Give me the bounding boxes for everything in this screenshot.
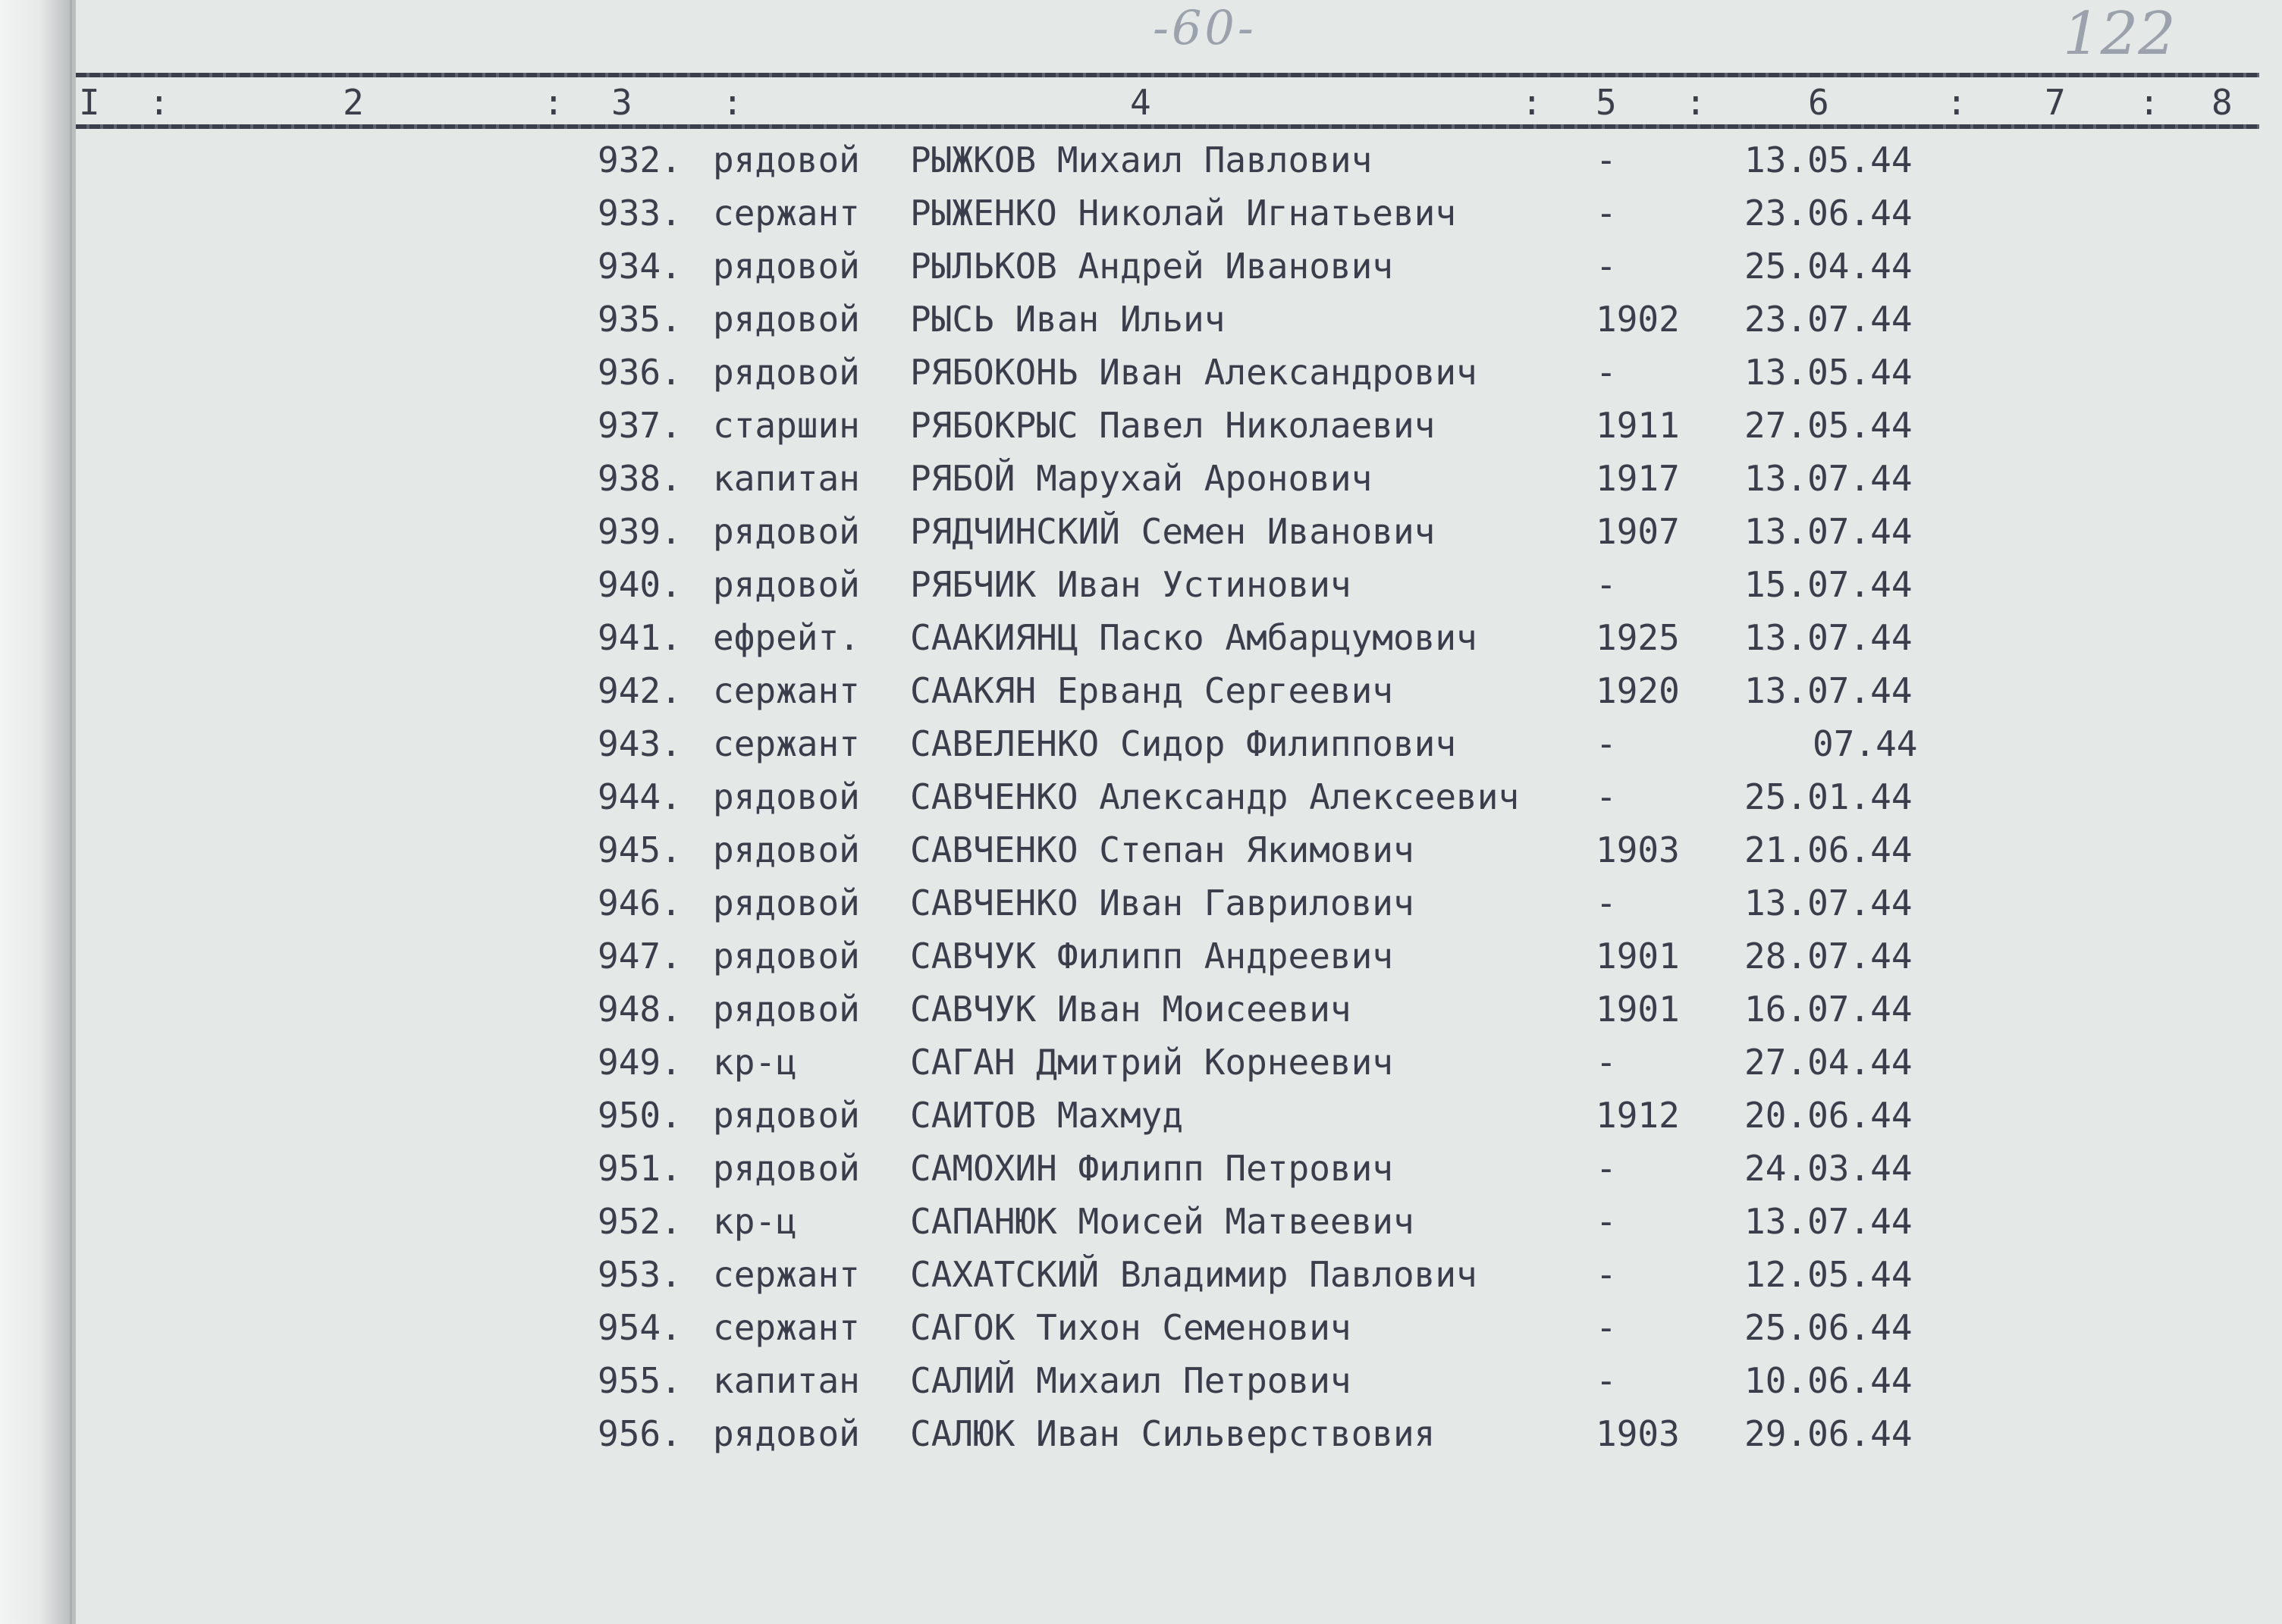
- record-number: 943.: [598, 723, 682, 764]
- record-name: САВЧУК Филипп Андреевич: [910, 936, 1393, 977]
- record-name: РЫЖЕНКО Николай Игнатьевич: [910, 193, 1457, 234]
- record-number: 946.: [598, 883, 682, 923]
- record-date: 16.07.44: [1744, 989, 1913, 1030]
- record-row: [0, 1201, 2282, 1248]
- col-header-sep: :: [149, 82, 170, 123]
- record-number: 953.: [598, 1254, 682, 1295]
- record-rank: рядовой: [713, 352, 860, 393]
- record-row: [0, 936, 2282, 983]
- record-rank: сержант: [713, 670, 860, 711]
- record-row: [0, 1042, 2282, 1089]
- record-number: 941.: [598, 617, 682, 658]
- record-date: 25.06.44: [1744, 1307, 1913, 1348]
- col-header-sep: :: [1685, 82, 1706, 123]
- record-name: САЛИЙ Михаил Петрович: [910, 1360, 1351, 1401]
- record-date: 13.07.44: [1744, 883, 1913, 923]
- record-row: [0, 299, 2282, 346]
- record-row: [0, 246, 2282, 293]
- record-date: 13.07.44: [1744, 617, 1913, 658]
- record-name: САВЧЕНКО Иван Гаврилович: [910, 883, 1414, 923]
- record-birth-year: 1917: [1596, 458, 1680, 499]
- record-rank: сержант: [713, 1307, 860, 1348]
- record-number: 936.: [598, 352, 682, 393]
- record-rank: рядовой: [713, 1413, 860, 1454]
- record-row: [0, 989, 2282, 1036]
- col-header-sep: :: [722, 82, 743, 123]
- record-birth-year: 1920: [1596, 670, 1680, 711]
- record-row: [0, 140, 2282, 187]
- col-header-7: 7: [2045, 82, 2066, 123]
- col-header-3: 3: [611, 82, 632, 123]
- record-birth-year: 1901: [1596, 936, 1680, 977]
- record-date: 13.07.44: [1744, 458, 1913, 499]
- record-name: САИТОВ Махмуд: [910, 1095, 1184, 1136]
- record-rank: сержант: [713, 1254, 860, 1295]
- record-birth-year: 1902: [1596, 299, 1680, 340]
- record-date: 20.06.44: [1744, 1095, 1913, 1136]
- record-rank: старшин: [713, 405, 860, 446]
- col-header-8: 8: [2211, 82, 2233, 123]
- record-rank: кр-ц: [713, 1201, 797, 1242]
- record-number: 949.: [598, 1042, 682, 1083]
- record-date: 27.05.44: [1744, 405, 1913, 446]
- record-number: 955.: [598, 1360, 682, 1401]
- record-birth-year: 1903: [1596, 1413, 1680, 1454]
- record-birth-year: -: [1596, 1254, 1617, 1295]
- record-number: 935.: [598, 299, 682, 340]
- record-date: 28.07.44: [1744, 936, 1913, 977]
- record-number: 950.: [598, 1095, 682, 1136]
- record-number: 939.: [598, 511, 682, 552]
- record-number: 945.: [598, 829, 682, 870]
- record-birth-year: -: [1596, 1201, 1617, 1242]
- record-date: 25.04.44: [1744, 246, 1913, 287]
- record-row: [0, 564, 2282, 611]
- record-row: [0, 776, 2282, 823]
- record-rank: ефрейт.: [713, 617, 860, 658]
- record-birth-year: -: [1596, 246, 1617, 287]
- record-number: 944.: [598, 776, 682, 817]
- record-row: [0, 511, 2282, 558]
- record-rank: рядовой: [713, 511, 860, 552]
- record-name: СААКЯН Ерванд Сергеевич: [910, 670, 1393, 711]
- record-rank: рядовой: [713, 246, 860, 287]
- col-header-1: I: [79, 82, 100, 123]
- record-row: [0, 352, 2282, 399]
- record-name: САВЕЛЕНКО Сидор Филиппович: [910, 723, 1457, 764]
- record-rank: рядовой: [713, 776, 860, 817]
- record-rank: кр-ц: [713, 1042, 797, 1083]
- record-rank: рядовой: [713, 1148, 860, 1189]
- record-birth-year: 1911: [1596, 405, 1680, 446]
- record-name: РЫСЬ Иван Ильич: [910, 299, 1226, 340]
- record-rank: рядовой: [713, 140, 860, 180]
- record-number: 938.: [598, 458, 682, 499]
- record-row: [0, 829, 2282, 876]
- record-birth-year: 1901: [1596, 989, 1680, 1030]
- record-name: САВЧЕНКО Степан Якимович: [910, 829, 1414, 870]
- record-birth-year: 1907: [1596, 511, 1680, 552]
- record-row: [0, 193, 2282, 240]
- record-date: 21.06.44: [1744, 829, 1913, 870]
- record-row: [0, 405, 2282, 452]
- record-birth-year: 1903: [1596, 829, 1680, 870]
- record-name: САВЧУК Иван Моисеевич: [910, 989, 1351, 1030]
- record-number: 932.: [598, 140, 682, 180]
- record-name: РЫЖКОВ Михаил Павлович: [910, 140, 1373, 180]
- record-birth-year: -: [1596, 776, 1617, 817]
- record-name: РЯДЧИНСКИЙ Семен Иванович: [910, 511, 1436, 552]
- record-date: 23.06.44: [1744, 193, 1913, 234]
- record-date: 13.07.44: [1744, 670, 1913, 711]
- record-birth-year: -: [1596, 140, 1617, 180]
- record-rank: рядовой: [713, 989, 860, 1030]
- col-header-6: 6: [1808, 82, 1829, 123]
- record-name: САПАНЮК Моисей Матвеевич: [910, 1201, 1414, 1242]
- record-number: 952.: [598, 1201, 682, 1242]
- record-row: [0, 1360, 2282, 1407]
- col-header-4: 4: [1130, 82, 1151, 123]
- col-header-2: 2: [343, 82, 364, 123]
- record-name: СААКИЯНЦ Паско Амбарцумович: [910, 617, 1477, 658]
- record-number: 948.: [598, 989, 682, 1030]
- record-number: 940.: [598, 564, 682, 605]
- col-header-5: 5: [1596, 82, 1617, 123]
- record-rank: капитан: [713, 1360, 860, 1401]
- record-birth-year: -: [1596, 352, 1617, 393]
- col-header-sep: :: [2139, 82, 2160, 123]
- record-number: 942.: [598, 670, 682, 711]
- record-rank: рядовой: [713, 936, 860, 977]
- record-rank: сержант: [713, 723, 860, 764]
- record-row: [0, 1307, 2282, 1354]
- record-name: САМОХИН Филипп Петрович: [910, 1148, 1393, 1189]
- record-date: 10.06.44: [1744, 1360, 1913, 1401]
- record-rank: рядовой: [713, 883, 860, 923]
- record-name: РЯБОКРЫС Павел Николаевич: [910, 405, 1436, 446]
- record-number: 951.: [598, 1148, 682, 1189]
- record-date: 15.07.44: [1744, 564, 1913, 605]
- record-birth-year: 1912: [1596, 1095, 1680, 1136]
- record-birth-year: -: [1596, 1360, 1617, 1401]
- handwritten-page-number: -60-: [1153, 0, 1257, 55]
- col-header-sep: :: [1946, 82, 1967, 123]
- col-header-sep: :: [543, 82, 564, 123]
- record-name: САГАН Дмитрий Корнеевич: [910, 1042, 1393, 1083]
- record-name: РЯБОЙ Марухай Аронович: [910, 458, 1373, 499]
- record-number: 947.: [598, 936, 682, 977]
- record-birth-year: -: [1596, 1148, 1617, 1189]
- record-date: 13.05.44: [1744, 352, 1913, 393]
- record-name: РЯБОКОНЬ Иван Александрович: [910, 352, 1477, 393]
- record-number: 956.: [598, 1413, 682, 1454]
- record-number: 937.: [598, 405, 682, 446]
- record-name: РЫЛЬКОВ Андрей Иванович: [910, 246, 1393, 287]
- record-birth-year: -: [1596, 1307, 1617, 1348]
- record-date: 27.04.44: [1744, 1042, 1913, 1083]
- record-number: 934.: [598, 246, 682, 287]
- record-date: 25.01.44: [1744, 776, 1913, 817]
- record-row: [0, 723, 2282, 770]
- record-name: САГОК Тихон Семенович: [910, 1307, 1351, 1348]
- record-row: [0, 1148, 2282, 1195]
- record-row: [0, 883, 2282, 930]
- record-rank: рядовой: [713, 1095, 860, 1136]
- record-date: 12.05.44: [1744, 1254, 1913, 1295]
- record-row: [0, 1413, 2282, 1460]
- record-rank: рядовой: [713, 829, 860, 870]
- record-name: САВЧЕНКО Александр Алексеевич: [910, 776, 1520, 817]
- record-row: [0, 458, 2282, 505]
- record-date: 29.06.44: [1744, 1413, 1913, 1454]
- record-date: 07.44: [1813, 723, 1918, 764]
- record-rank: рядовой: [713, 564, 860, 605]
- record-row: [0, 1254, 2282, 1301]
- record-birth-year: -: [1596, 193, 1617, 234]
- record-row: [0, 1095, 2282, 1142]
- handwritten-sheet-number: 122: [2063, 0, 2176, 68]
- record-date: 13.05.44: [1744, 140, 1913, 180]
- record-name: РЯБЧИК Иван Устинович: [910, 564, 1351, 605]
- record-date: 13.07.44: [1744, 511, 1913, 552]
- record-birth-year: 1925: [1596, 617, 1680, 658]
- record-date: 23.07.44: [1744, 299, 1913, 340]
- record-date: 24.03.44: [1744, 1148, 1913, 1189]
- record-date: 13.07.44: [1744, 1201, 1913, 1242]
- record-number: 954.: [598, 1307, 682, 1348]
- record-name: САЛЮК Иван Сильверствовия: [910, 1413, 1436, 1454]
- record-birth-year: -: [1596, 883, 1617, 923]
- record-rank: сержант: [713, 193, 860, 234]
- record-birth-year: -: [1596, 723, 1617, 764]
- record-row: [0, 670, 2282, 717]
- record-name: САХАТСКИЙ Владимир Павлович: [910, 1254, 1477, 1295]
- record-number: 933.: [598, 193, 682, 234]
- record-rank: рядовой: [713, 299, 860, 340]
- record-birth-year: -: [1596, 1042, 1617, 1083]
- record-birth-year: -: [1596, 564, 1617, 605]
- col-header-sep: :: [1521, 82, 1543, 123]
- record-rank: капитан: [713, 458, 860, 499]
- record-row: [0, 617, 2282, 664]
